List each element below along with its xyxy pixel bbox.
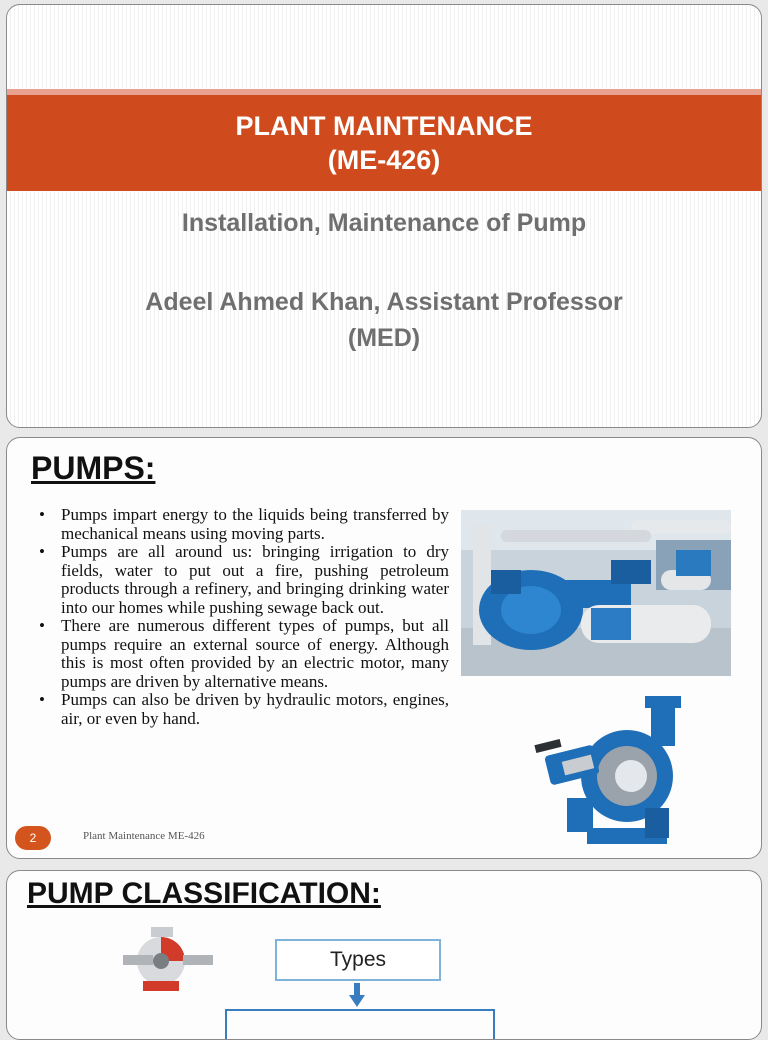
- pump-diagram-thumbnail: [103, 921, 223, 1001]
- list-item: • Pumps can also be driven by hydraulic motors, engines, air, or even by hand.: [61, 691, 449, 728]
- list-item: • Pumps are all around us: bringing irrigation to dry fields, water to put out a fire, pushing petroleum products through a refinery, and bringing drinking water into our homes while pushing sewage back out.: [61, 543, 449, 617]
- types-branch-connector: [225, 1009, 495, 1040]
- author-department: (MED): [347, 324, 421, 352]
- title-slide: [6, 4, 762, 428]
- types-flow-box: Types: [275, 939, 441, 981]
- arrow-down-icon: [347, 983, 367, 1009]
- page-number-badge: 2: [15, 826, 51, 850]
- pump-classification-slide: [6, 870, 762, 1040]
- list-item: • Pumps impart energy to the liquids being transferred by mechanical means using moving parts.: [61, 506, 449, 543]
- slide-heading: PUMPS:: [31, 450, 156, 486]
- industrial-pump-photo: [461, 510, 731, 676]
- slide-footer: Plant Maintenance ME-426: [83, 830, 205, 842]
- bullet-list: [31, 506, 449, 728]
- list-item: • There are numerous different types of pumps, but all pumps require an external source of energy. Although this is most often provided by an electric motor, many pumps are driven by alternative means.: [61, 617, 449, 691]
- course-title: PLANT MAINTENANCE: [235, 111, 533, 141]
- pumps-slide: [6, 437, 762, 859]
- centrifugal-pump-cutaway-image: [527, 688, 697, 858]
- slide-heading: PUMP CLASSIFICATION:: [27, 877, 381, 910]
- course-code: (ME-426): [327, 145, 441, 175]
- author-name: Adeel Ahmed Khan, Assistant Professor: [145, 288, 623, 316]
- title-band: [7, 95, 761, 191]
- lecture-topic: Installation, Maintenance of Pump: [181, 209, 587, 237]
